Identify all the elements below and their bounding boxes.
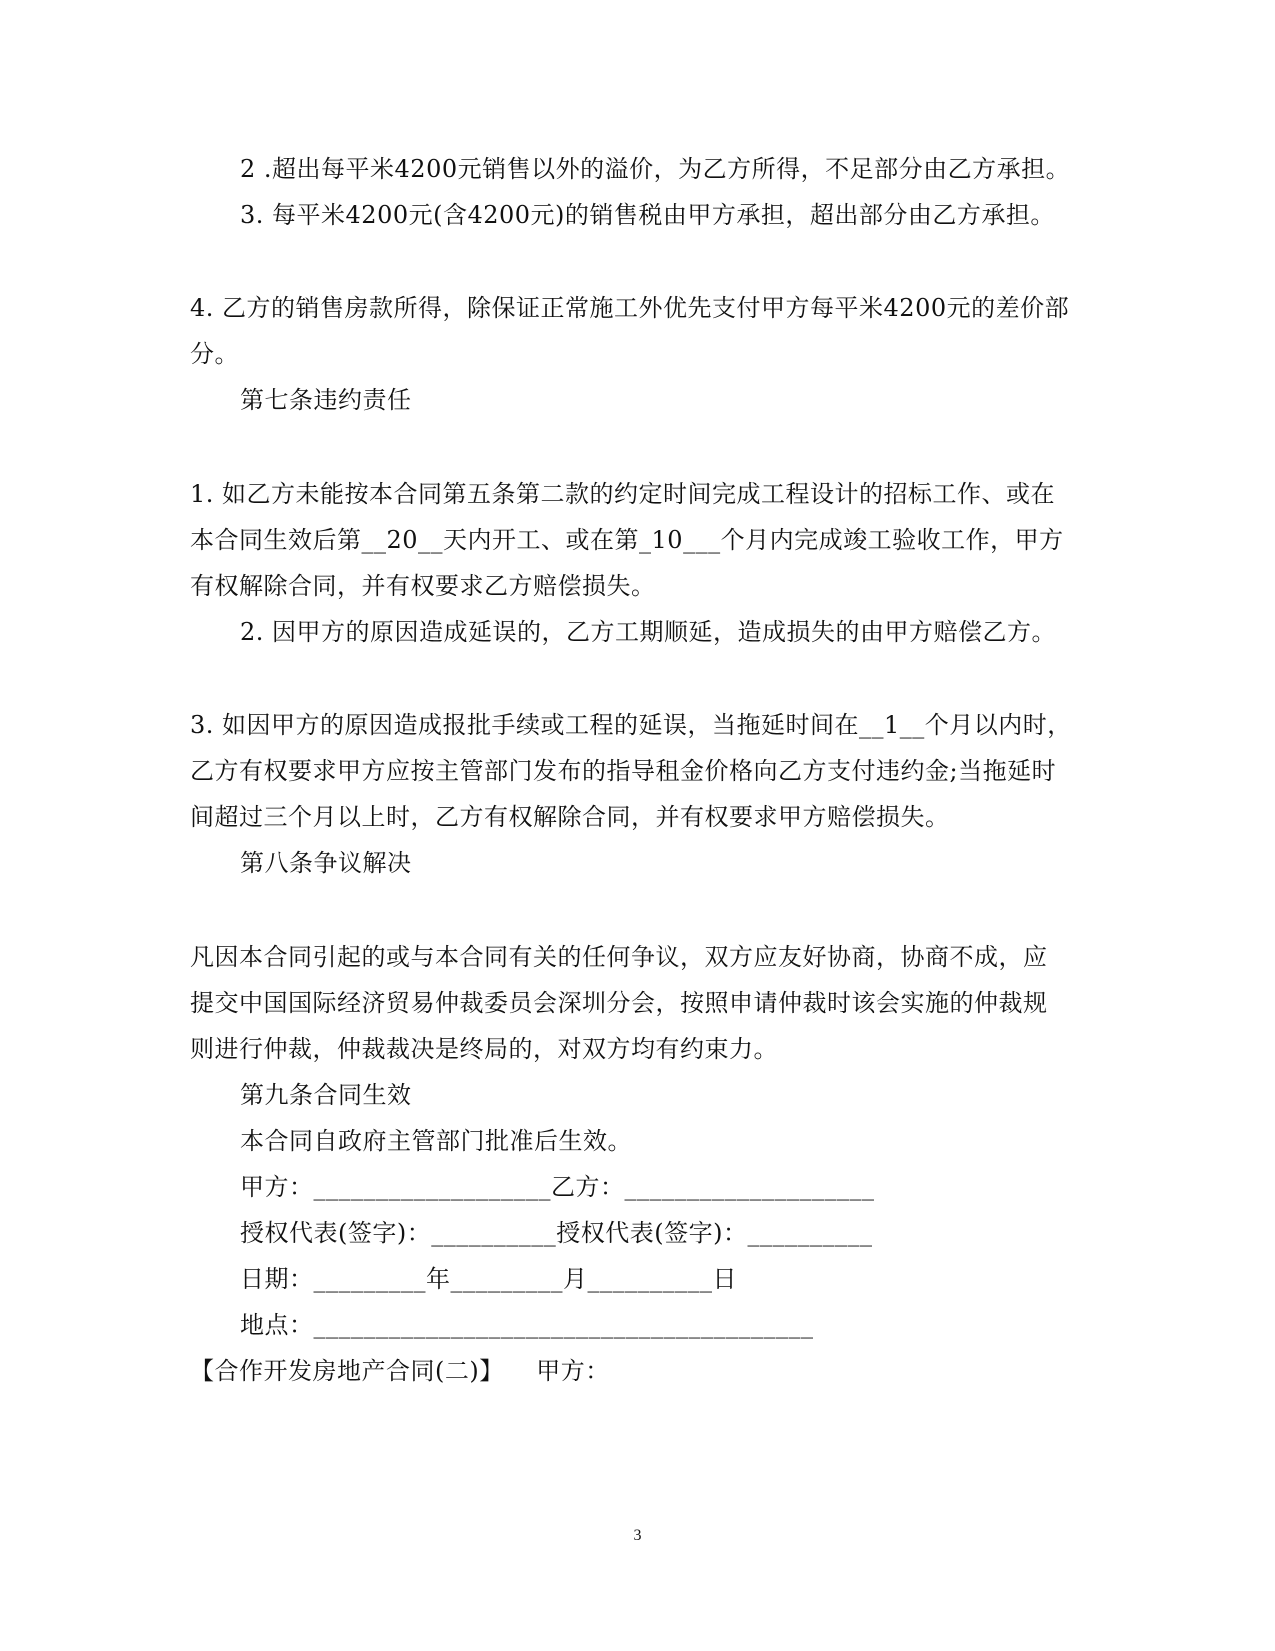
signature-place-line: 地点：________________________________________ — [240, 1311, 814, 1339]
article-8-text-line-1: 凡因本合同引起的或与本合同有关的任何争议，双方应友好协商，协商不成，应 — [190, 943, 1048, 971]
article-7-clause-3-line-3: 间超过三个月以上时，乙方有权解除合同，并有权要求甲方赔偿损失。 — [190, 803, 950, 831]
clause-item-4-line-1: 4. 乙方的销售房款所得，除保证正常施工外优先支付甲方每平米4200元的差价部 — [190, 294, 1070, 322]
page-number: 3 — [633, 1527, 642, 1544]
article-7-clause-1-line-3: 有权解除合同，并有权要求乙方赔偿损失。 — [190, 572, 656, 600]
article-7-clause-2: 2. 因甲方的原因造成延误的，乙方工期顺延，造成损失的由甲方赔偿乙方。 — [240, 618, 1057, 646]
article-7-clause-3-line-2: 乙方有权要求甲方应按主管部门发布的指导租金价格向乙方支付违约金;当拖延时 — [190, 757, 1057, 785]
signature-parties-line: 甲方：___________________乙方：____________________ — [240, 1173, 875, 1201]
article-9-heading: 第九条合同生效 — [240, 1081, 412, 1109]
article-8-text-line-2: 提交中国国际经济贸易仲裁委员会深圳分会，按照申请仲裁时该会实施的仲裁规 — [190, 989, 1048, 1017]
article-8-text-line-3: 则进行仲裁，仲裁裁决是终局的，对双方均有约束力。 — [190, 1035, 778, 1063]
article-8-heading: 第八条争议解决 — [240, 849, 412, 877]
clause-item-2: 2 .超出每平米4200元销售以外的溢价，为乙方所得，不足部分由乙方承担。 — [240, 155, 1071, 183]
article-7-clause-1-line-2: 本合同生效后第__20__天内开工、或在第_10___个月内完成竣工验收工作，甲方 — [190, 526, 1064, 554]
article-9-text: 本合同自政府主管部门批准后生效。 — [240, 1127, 632, 1155]
signature-date-line: 日期：_________年_________月__________日 — [240, 1265, 737, 1293]
article-7-clause-3-line-1: 3. 如因甲方的原因造成报批手续或工程的延误，当拖延时间在__1__个月以内时， — [190, 711, 1072, 739]
clause-item-4-line-2: 分。 — [190, 340, 239, 368]
article-7-heading: 第七条违约责任 — [240, 386, 412, 414]
clause-item-3: 3. 每平米4200元(含4200元)的销售税由甲方承担，超出部分由乙方承担。 — [240, 201, 1055, 229]
signature-representatives-line: 授权代表(签字)：__________授权代表(签字)：__________ — [240, 1219, 873, 1247]
next-contract-title: 【合作开发房地产合同(二)】 甲方： — [190, 1357, 610, 1385]
article-7-clause-1-line-1: 1. 如乙方未能按本合同第五条第二款的约定时间完成工程设计的招标工作、或在 — [190, 480, 1056, 508]
